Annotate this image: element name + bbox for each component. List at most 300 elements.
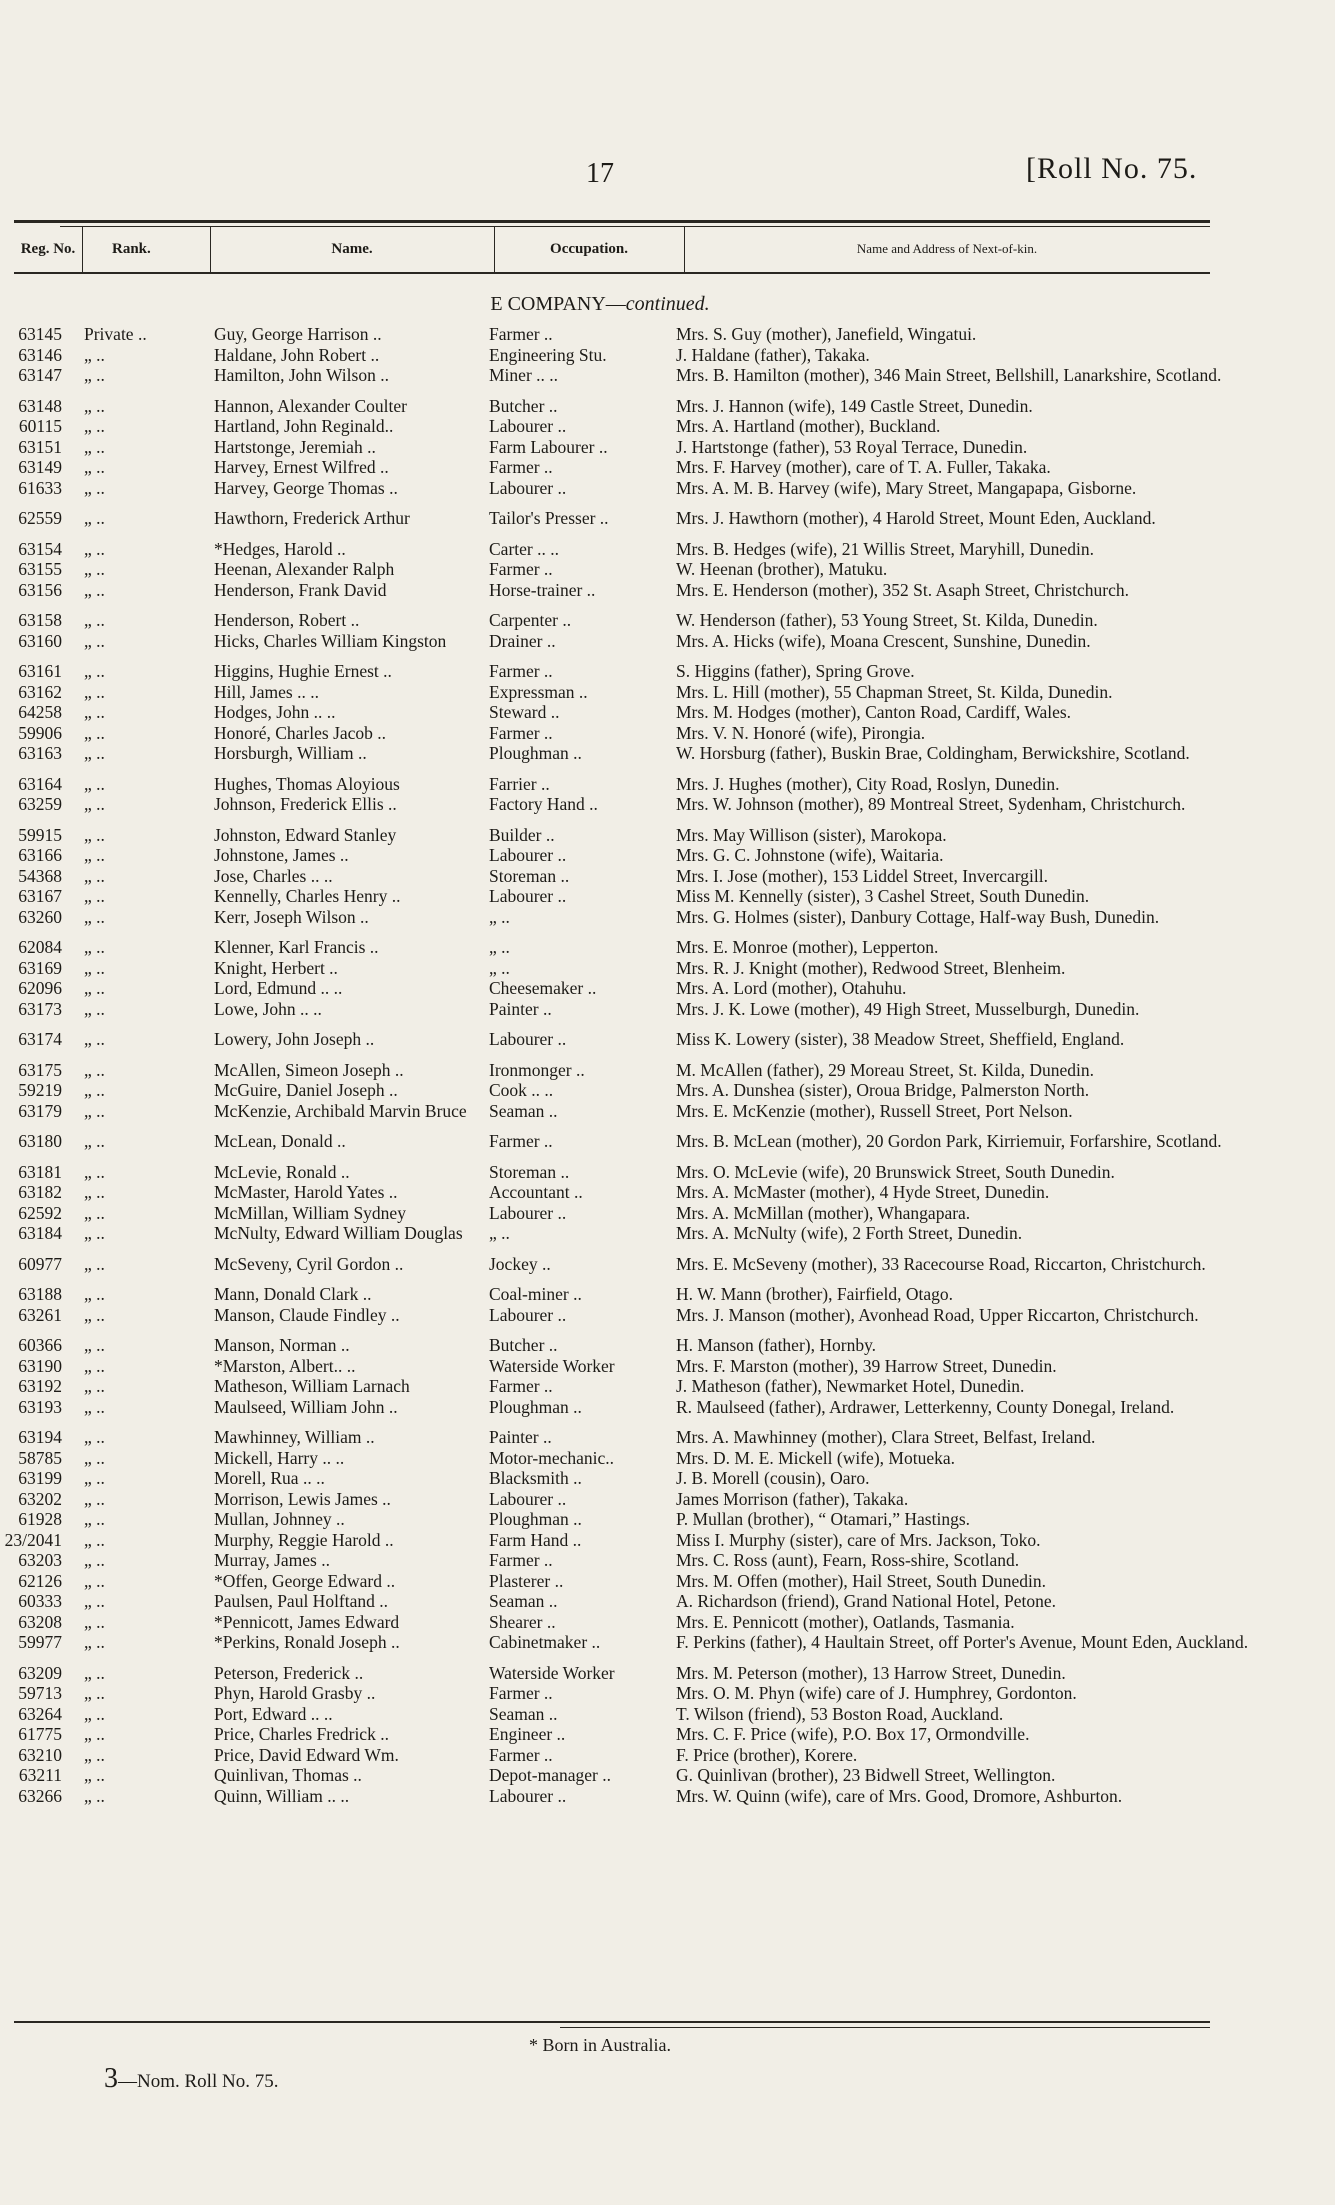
- table-row: [0, 1427, 1335, 1448]
- reg-number: 63264: [18, 1703, 62, 1724]
- rank: „ ..: [84, 1488, 105, 1509]
- footer-prefix: 3: [104, 2063, 118, 2094]
- reg-number: 63145: [18, 324, 62, 344]
- reg-number: 63180: [18, 1131, 62, 1151]
- rank: „ ..: [84, 1529, 105, 1550]
- next-of-kin: Mrs. D. M. E. Mickell (wife), Motueka.: [676, 1447, 955, 1468]
- soldier-name: Johnstone, James ..: [214, 845, 349, 865]
- rank: „ ..: [84, 702, 105, 722]
- table-row: [0, 324, 1335, 345]
- rank: „ ..: [84, 1785, 105, 1806]
- reg-number: 63182: [18, 1182, 62, 1202]
- occupation: Cheesemaker ..: [489, 978, 597, 998]
- column-header-reg: Reg. No.: [20, 240, 76, 257]
- soldier-name: Haldane, John Robert ..: [214, 344, 380, 365]
- table-row: [0, 1632, 1335, 1653]
- table-row: [0, 999, 1335, 1020]
- soldier-name: Quinlivan, Thomas ..: [214, 1765, 362, 1785]
- reg-number: 63173: [18, 998, 62, 1019]
- occupation: Jockey ..: [489, 1253, 551, 1274]
- table-row: [0, 1182, 1335, 1203]
- occupation: Labourer ..: [489, 477, 567, 498]
- soldier-name: *Marston, Albert.. ..: [214, 1355, 356, 1376]
- next-of-kin: Mrs. S. Guy (mother), Janefield, Wingatui.: [676, 324, 977, 344]
- section-title-text: E COMPANY—: [490, 293, 626, 315]
- rank: „ ..: [84, 1611, 105, 1632]
- header-rule-bottom: [14, 272, 1210, 274]
- soldier-name: Henderson, Robert ..: [214, 610, 360, 630]
- soldier-name: Morrison, Lewis James ..: [214, 1488, 391, 1509]
- soldier-name: Hughes, Thomas Aloyious: [214, 773, 400, 794]
- reg-number: 60115: [18, 416, 62, 436]
- rank: „ ..: [84, 957, 105, 978]
- rank: „ ..: [84, 1355, 105, 1376]
- occupation: Farmer ..: [489, 559, 553, 579]
- next-of-kin: Mrs. G. Holmes (sister), Danbury Cottage, Half-way Bush, Dunedin.: [676, 906, 1160, 927]
- soldier-name: *Pennicott, James Edward: [214, 1611, 400, 1632]
- next-of-kin: Mrs. E. Henderson (mother), 352 St. Asaph Street, Christchurch.: [676, 579, 1129, 600]
- soldier-name: Port, Edward .. ..: [214, 1703, 333, 1724]
- occupation: Factory Hand ..: [489, 794, 598, 814]
- rank: „ ..: [84, 1683, 105, 1703]
- table-row: [0, 508, 1335, 529]
- reg-number: 60333: [18, 1591, 62, 1611]
- rank: Private ..: [84, 324, 147, 344]
- soldier-name: Henderson, Frank David: [214, 579, 387, 600]
- rank: „ ..: [84, 1765, 105, 1785]
- occupation: Farmer ..: [489, 324, 553, 344]
- reg-number: 61775: [18, 1724, 62, 1744]
- reg-number: 60366: [18, 1335, 62, 1355]
- reg-number: 63203: [18, 1550, 62, 1570]
- table-row: [0, 1509, 1335, 1530]
- soldier-name: Heenan, Alexander Ralph: [214, 559, 395, 579]
- next-of-kin: G. Quinlivan (brother), 23 Bidwell Street, Wellington.: [676, 1765, 1056, 1785]
- rank: „ ..: [84, 1376, 105, 1396]
- footer-rule: [14, 2021, 1210, 2023]
- reg-number: 63175: [18, 1059, 62, 1080]
- next-of-kin: Mrs. M. Peterson (mother), 13 Harrow Street, Dunedin.: [676, 1662, 1066, 1683]
- soldier-name: McSeveny, Cyril Gordon ..: [214, 1253, 404, 1274]
- reg-number: 63181: [18, 1161, 62, 1182]
- table-row: [0, 1550, 1335, 1571]
- rank: „ ..: [84, 743, 105, 763]
- table-row: [0, 457, 1335, 478]
- next-of-kin: Miss M. Kennelly (sister), 3 Cashel Street, South Dunedin.: [676, 886, 1090, 906]
- reg-number: 63259: [18, 794, 62, 814]
- soldier-name: Manson, Claude Findley ..: [214, 1304, 400, 1325]
- table-row: [0, 661, 1335, 682]
- next-of-kin: Mrs. J. Hawthorn (mother), 4 Harold Street, Mount Eden, Auckland.: [676, 508, 1156, 528]
- soldier-name: McKenzie, Archibald Marvin Bruce: [214, 1100, 467, 1121]
- table-row: [0, 937, 1335, 958]
- rank: „ ..: [84, 579, 105, 600]
- next-of-kin: Mrs. A. McMillan (mother), Whangapara.: [676, 1202, 971, 1223]
- table-row: [0, 539, 1335, 560]
- next-of-kin: Mrs. A. McMaster (mother), 4 Hyde Street, Dunedin.: [676, 1182, 1050, 1202]
- table-row: [0, 1786, 1335, 1807]
- soldier-name: Mawhinney, William ..: [214, 1427, 375, 1447]
- table-row: [0, 559, 1335, 580]
- table-row: [0, 1448, 1335, 1469]
- next-of-kin: Mrs. E. Monroe (mother), Lepperton.: [676, 937, 939, 957]
- reg-number: 63160: [18, 630, 62, 651]
- occupation: Labourer ..: [489, 416, 567, 436]
- soldier-name: Hamilton, John Wilson ..: [214, 365, 389, 385]
- reg-number: 62559: [18, 508, 62, 528]
- rank: „ ..: [84, 1396, 105, 1417]
- occupation: Tailor's Presser ..: [489, 508, 609, 528]
- rank: „ ..: [84, 365, 105, 385]
- rank: „ ..: [84, 538, 105, 559]
- table-row: [0, 1254, 1335, 1275]
- rank: „ ..: [84, 1223, 105, 1243]
- footer-rule-thin: [560, 2027, 1210, 2028]
- reg-number: 63211: [18, 1765, 62, 1785]
- reg-number: 62084: [18, 937, 62, 957]
- table-row: [0, 886, 1335, 907]
- occupation: Storeman ..: [489, 1161, 570, 1182]
- soldier-name: *Offen, George Edward ..: [214, 1570, 396, 1591]
- soldier-name: Manson, Norman ..: [214, 1335, 350, 1355]
- table-row: [0, 345, 1335, 366]
- soldier-name: Lowery, John Joseph ..: [214, 1029, 375, 1049]
- rank: „ ..: [84, 998, 105, 1019]
- next-of-kin: Mrs. G. C. Johnstone (wife), Waitaria.: [676, 845, 944, 865]
- rank: „ ..: [84, 1427, 105, 1447]
- soldier-name: Horsburgh, William ..: [214, 743, 367, 763]
- next-of-kin: Mrs. B. McLean (mother), 20 Gordon Park, Kirriemuir, Forfarshire, Scotland.: [676, 1131, 1222, 1151]
- rank: „ ..: [84, 1080, 105, 1100]
- next-of-kin: Mrs. A. Dunshea (sister), Oroua Bridge, Palmerston North.: [676, 1080, 1090, 1100]
- next-of-kin: Mrs. A. Lord (mother), Otahuhu.: [676, 978, 907, 998]
- table-row: [0, 1745, 1335, 1766]
- next-of-kin: Mrs. O. M. Phyn (wife) care of J. Humphrey, Gordonton.: [676, 1683, 1077, 1703]
- table-row: [0, 1683, 1335, 1704]
- reg-number: 63158: [18, 610, 62, 630]
- occupation: Farmer ..: [489, 1683, 553, 1703]
- reg-number: 62096: [18, 978, 62, 998]
- column-header-row: [14, 226, 1210, 272]
- reg-number: 63202: [18, 1488, 62, 1509]
- occupation: Coal-miner ..: [489, 1284, 582, 1304]
- occupation: „ ..: [489, 937, 510, 957]
- soldier-name: Matheson, William Larnach: [214, 1376, 410, 1396]
- soldier-name: Knight, Herbert ..: [214, 957, 338, 978]
- soldier-name: Harvey, Ernest Wilfred ..: [214, 457, 389, 477]
- soldier-name: Kennelly, Charles Henry ..: [214, 886, 401, 906]
- occupation: Cook .. ..: [489, 1080, 554, 1100]
- rank: „ ..: [84, 1744, 105, 1765]
- occupation: Labourer ..: [489, 845, 567, 865]
- soldier-name: Hawthorn, Frederick Arthur: [214, 508, 410, 528]
- rank: „ ..: [84, 906, 105, 927]
- next-of-kin: Mrs. J. Hughes (mother), City Road, Roslyn, Dunedin.: [676, 773, 1060, 794]
- occupation: Farmer ..: [489, 1376, 553, 1396]
- soldier-name: Murray, James ..: [214, 1550, 330, 1570]
- occupation: Farmer ..: [489, 661, 553, 681]
- next-of-kin: H. W. Mann (brother), Fairfield, Otago.: [676, 1284, 954, 1304]
- table-row: [0, 958, 1335, 979]
- rank: „ ..: [84, 1591, 105, 1611]
- occupation: Farmer ..: [489, 457, 553, 477]
- soldier-name: Johnston, Edward Stanley: [214, 824, 397, 845]
- soldier-name: McMillan, William Sydney: [214, 1202, 406, 1223]
- table-row: [0, 1029, 1335, 1050]
- next-of-kin: Mrs. J. Hannon (wife), 149 Castle Street, Dunedin.: [676, 395, 1033, 416]
- soldier-name: *Perkins, Ronald Joseph ..: [214, 1632, 400, 1652]
- rank: „ ..: [84, 661, 105, 681]
- reg-number: 63154: [18, 538, 62, 559]
- roll-label: [Roll No. 75.: [1026, 152, 1198, 185]
- reg-number: 63167: [18, 886, 62, 906]
- soldier-name: Hill, James .. ..: [214, 681, 319, 702]
- soldier-name: Harvey, George Thomas ..: [214, 477, 398, 498]
- occupation: Ploughman ..: [489, 1396, 582, 1417]
- soldier-name: Mann, Donald Clark ..: [214, 1284, 372, 1304]
- rank: „ ..: [84, 1703, 105, 1724]
- occupation: Seaman ..: [489, 1703, 558, 1724]
- occupation: Farrier ..: [489, 773, 550, 794]
- table-row: [0, 1397, 1335, 1418]
- reg-number: 63166: [18, 845, 62, 865]
- reg-number: 63174: [18, 1029, 62, 1049]
- column-header-next-of-kin: Name and Address of Next-of-kin.: [856, 241, 1038, 256]
- table-row: [0, 396, 1335, 417]
- reg-number: 63169: [18, 957, 62, 978]
- occupation: Farmer ..: [489, 1744, 553, 1765]
- reg-number: 62592: [18, 1202, 62, 1223]
- reg-number: 59915: [18, 824, 62, 845]
- soldier-name: Phyn, Harold Grasby ..: [214, 1683, 376, 1703]
- soldier-name: Morell, Rua .. ..: [214, 1468, 325, 1488]
- rank: „ ..: [84, 1029, 105, 1049]
- soldier-name: Mullan, Johnney ..: [214, 1509, 345, 1529]
- reg-number: 63261: [18, 1304, 62, 1325]
- table-row: [0, 437, 1335, 458]
- occupation: „ ..: [489, 906, 510, 927]
- footer-signature: [104, 2063, 278, 2095]
- reg-number: 63148: [18, 395, 62, 416]
- occupation: Labourer ..: [489, 1202, 567, 1223]
- table-row: [0, 631, 1335, 652]
- next-of-kin: R. Maulseed (father), Ardrawer, Letterkenny, County Donegal, Ireland.: [676, 1396, 1175, 1417]
- table-row: [0, 1663, 1335, 1684]
- rank: „ ..: [84, 1131, 105, 1151]
- rank: „ ..: [84, 1253, 105, 1274]
- table-row: [0, 1612, 1335, 1633]
- soldier-name: Price, David Edward Wm.: [214, 1744, 399, 1765]
- soldier-name: *Hedges, Harold ..: [214, 538, 346, 559]
- rank: „ ..: [84, 344, 105, 365]
- reg-number: 54368: [18, 865, 62, 886]
- next-of-kin: Miss K. Lowery (sister), 38 Meadow Street, Sheffield, England.: [676, 1029, 1125, 1049]
- rank: „ ..: [84, 1632, 105, 1652]
- soldier-name: Price, Charles Fredrick ..: [214, 1724, 389, 1744]
- next-of-kin: J. Hartstonge (father), 53 Royal Terrace, Dunedin.: [676, 436, 1028, 457]
- occupation: „ ..: [489, 957, 510, 978]
- reg-number: 63161: [18, 661, 62, 681]
- occupation: Miner .. ..: [489, 365, 559, 385]
- occupation: Accountant ..: [489, 1182, 583, 1202]
- next-of-kin: F. Price (brother), Korere.: [676, 1744, 858, 1765]
- column-header-name: Name.: [331, 240, 373, 257]
- rank: „ ..: [84, 681, 105, 702]
- table-row: [0, 1376, 1335, 1397]
- rank: „ ..: [84, 1468, 105, 1488]
- soldier-name: Mickell, Harry .. ..: [214, 1447, 345, 1468]
- rank: „ ..: [84, 1724, 105, 1744]
- occupation: Labourer ..: [489, 886, 567, 906]
- soldier-name: Kerr, Joseph Wilson ..: [214, 906, 369, 927]
- next-of-kin: S. Higgins (father), Spring Grove.: [676, 661, 915, 681]
- rank: „ ..: [84, 1059, 105, 1080]
- soldier-name: McLevie, Ronald ..: [214, 1161, 350, 1182]
- occupation: Farmer ..: [489, 1550, 553, 1570]
- table-row: [0, 743, 1335, 764]
- reg-number: 63184: [18, 1223, 62, 1243]
- rank: „ ..: [84, 1447, 105, 1468]
- next-of-kin: James Morrison (father), Takaka.: [676, 1488, 909, 1509]
- table-row: [0, 1080, 1335, 1101]
- reg-number: 63209: [18, 1662, 62, 1683]
- occupation: Seaman ..: [489, 1591, 558, 1611]
- table-row: [0, 1101, 1335, 1122]
- occupation: Carpenter ..: [489, 610, 572, 630]
- occupation: Butcher ..: [489, 395, 558, 416]
- table-row: [0, 1335, 1335, 1356]
- table-row: [0, 1591, 1335, 1612]
- rank: „ ..: [84, 477, 105, 498]
- table-row: [0, 1704, 1335, 1725]
- reg-number: 62126: [18, 1570, 62, 1591]
- occupation: „ ..: [489, 1223, 510, 1243]
- table-row: [0, 1284, 1335, 1305]
- reg-number: 63194: [18, 1427, 62, 1447]
- reg-number: 63162: [18, 681, 62, 702]
- next-of-kin: Mrs. A. Mawhinney (mother), Clara Street, Belfast, Ireland.: [676, 1427, 1096, 1447]
- table-row: [0, 1131, 1335, 1152]
- soldier-name: Lowe, John .. ..: [214, 998, 322, 1019]
- occupation: Waterside Worker: [489, 1662, 615, 1683]
- next-of-kin: W. Henderson (father), 53 Young Street, St. Kilda, Dunedin.: [676, 610, 1098, 630]
- rank: „ ..: [84, 1304, 105, 1325]
- soldier-name: Hicks, Charles William Kingston: [214, 630, 447, 651]
- next-of-kin: Mrs. F. Harvey (mother), care of T. A. Fuller, Takaka.: [676, 457, 1051, 477]
- occupation: Shearer ..: [489, 1611, 556, 1632]
- rank: „ ..: [84, 508, 105, 528]
- table-row: [0, 365, 1335, 386]
- next-of-kin: M. McAllen (father), 29 Moreau Street, St. Kilda, Dunedin.: [676, 1059, 1094, 1080]
- next-of-kin: Mrs. M. Offen (mother), Hail Street, South Dunedin.: [676, 1570, 1047, 1591]
- rank: „ ..: [84, 457, 105, 477]
- soldier-name: Murphy, Reggie Harold ..: [214, 1529, 394, 1550]
- reg-number: 63163: [18, 743, 62, 763]
- table-row: [0, 1765, 1335, 1786]
- reg-number: 63149: [18, 457, 62, 477]
- rank: „ ..: [84, 630, 105, 651]
- soldier-name: Klenner, Karl Francis ..: [214, 937, 379, 957]
- reg-number: 63155: [18, 559, 62, 579]
- reg-number: 59219: [18, 1080, 62, 1100]
- table-row: [0, 1356, 1335, 1377]
- next-of-kin: Mrs. E. McSeveny (mother), 33 Racecourse Road, Riccarton, Christchurch.: [676, 1253, 1206, 1274]
- occupation: Storeman ..: [489, 865, 570, 886]
- occupation: Carter .. ..: [489, 538, 559, 559]
- table-row: [0, 416, 1335, 437]
- next-of-kin: Mrs. J. K. Lowe (mother), 49 High Street, Musselburgh, Dunedin.: [676, 998, 1140, 1019]
- table-row: [0, 1530, 1335, 1551]
- table-row: [0, 1724, 1335, 1745]
- occupation: Cabinetmaker ..: [489, 1632, 601, 1652]
- reg-number: 63193: [18, 1396, 62, 1417]
- reg-number: 63147: [18, 365, 62, 385]
- roll-table-body: [0, 324, 1335, 1806]
- rank: „ ..: [84, 559, 105, 579]
- occupation: Ploughman ..: [489, 743, 582, 763]
- occupation: Butcher ..: [489, 1335, 558, 1355]
- next-of-kin: Mrs. B. Hedges (wife), 21 Willis Street, Maryhill, Dunedin.: [676, 538, 1094, 559]
- occupation: Seaman ..: [489, 1100, 558, 1121]
- next-of-kin: Mrs. C. Ross (aunt), Fearn, Ross-shire, Scotland.: [676, 1550, 1020, 1570]
- rank: „ ..: [84, 886, 105, 906]
- soldier-name: Higgins, Hughie Ernest ..: [214, 661, 392, 681]
- next-of-kin: A. Richardson (friend), Grand National Hotel, Petone.: [676, 1591, 1057, 1611]
- soldier-name: McGuire, Daniel Joseph ..: [214, 1080, 398, 1100]
- occupation: Horse-trainer ..: [489, 579, 596, 600]
- rank: „ ..: [84, 416, 105, 436]
- footer-text: —Nom. Roll No. 75.: [118, 2071, 279, 2092]
- occupation: Painter ..: [489, 998, 552, 1019]
- table-row: [0, 866, 1335, 887]
- next-of-kin: Mrs. R. J. Knight (mother), Redwood Street, Blenheim.: [676, 957, 1066, 978]
- soldier-name: Guy, George Harrison ..: [214, 324, 382, 344]
- reg-number: 64258: [18, 702, 62, 722]
- table-row: [0, 907, 1335, 928]
- next-of-kin: J. Haldane (father), Takaka.: [676, 344, 870, 365]
- next-of-kin: Mrs. V. N. Honoré (wife), Pirongia.: [676, 722, 926, 743]
- rank: „ ..: [84, 610, 105, 630]
- reg-number: 58785: [18, 1447, 62, 1468]
- reg-number: 61928: [18, 1509, 62, 1529]
- rank: „ ..: [84, 1509, 105, 1529]
- next-of-kin: F. Perkins (father), 4 Haultain Street, off Porter's Avenue, Mount Eden, Auckland.: [676, 1632, 1249, 1652]
- table-row: [0, 723, 1335, 744]
- page-number: 17: [586, 158, 614, 189]
- occupation: Ploughman ..: [489, 1509, 582, 1529]
- soldier-name: Johnson, Frederick Ellis ..: [214, 794, 397, 814]
- table-row: [0, 610, 1335, 631]
- next-of-kin: Mrs. J. Manson (mother), Avonhead Road, Upper Riccarton, Christchurch.: [676, 1304, 1199, 1325]
- rank: „ ..: [84, 845, 105, 865]
- reg-number: 63156: [18, 579, 62, 600]
- occupation: Labourer ..: [489, 1029, 567, 1049]
- occupation: Blacksmith ..: [489, 1468, 582, 1488]
- next-of-kin: Mrs. C. F. Price (wife), P.O. Box 17, Ormondville.: [676, 1724, 1030, 1744]
- rank: „ ..: [84, 978, 105, 998]
- rank: „ ..: [84, 1570, 105, 1591]
- occupation: Steward ..: [489, 702, 560, 722]
- next-of-kin: Mrs. A. Hartland (mother), Buckland.: [676, 416, 941, 436]
- reg-number: 63266: [18, 1785, 62, 1806]
- next-of-kin: Mrs. L. Hill (mother), 55 Chapman Street, St. Kilda, Dunedin.: [676, 681, 1113, 702]
- soldier-name: Quinn, William .. ..: [214, 1785, 350, 1806]
- rank: „ ..: [84, 1100, 105, 1121]
- next-of-kin: T. Wilson (friend), 53 Boston Road, Auckland.: [676, 1703, 1004, 1724]
- rank: „ ..: [84, 1284, 105, 1304]
- next-of-kin: Mrs. A. McNulty (wife), 2 Forth Street, Dunedin.: [676, 1223, 1023, 1243]
- next-of-kin: Mrs. W. Johnson (mother), 89 Montreal Street, Sydenham, Christchurch.: [676, 794, 1186, 814]
